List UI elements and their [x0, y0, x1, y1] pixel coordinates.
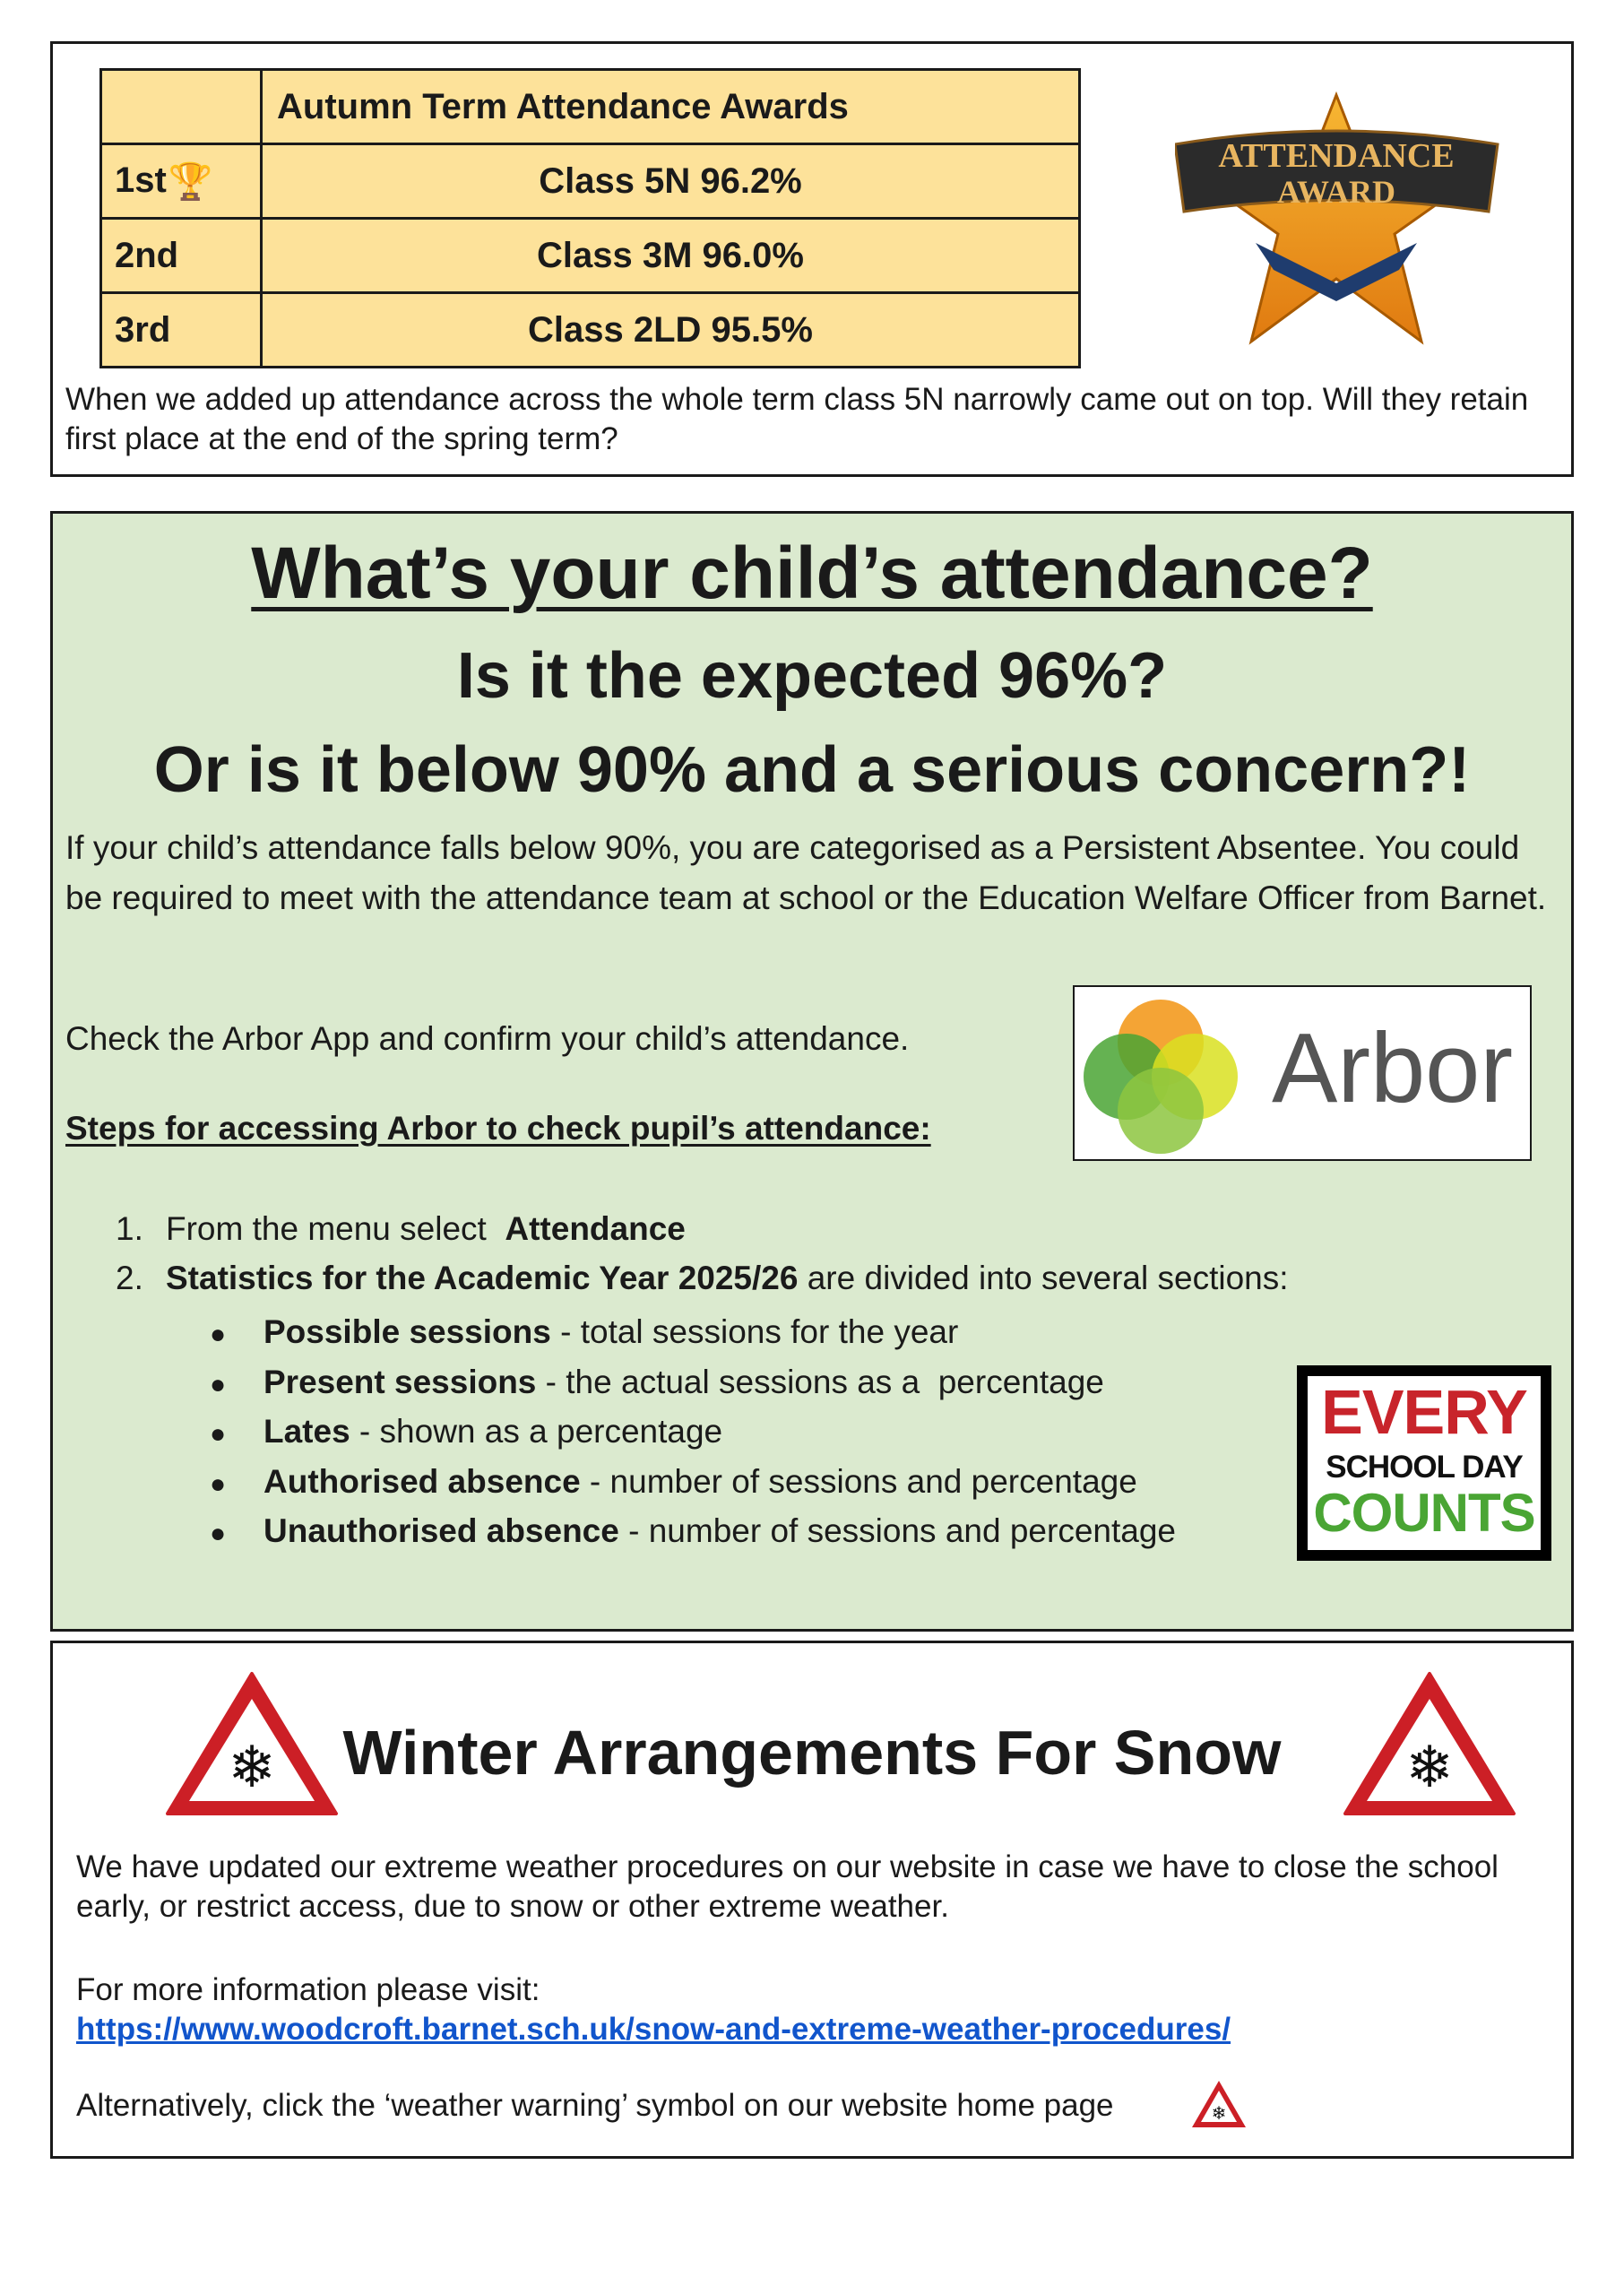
arbor-logo-graphic — [1075, 987, 1530, 1159]
attendance-title-text: What’s your child’s attendance? — [251, 533, 1373, 614]
class-cell: Class 3M 96.0% — [262, 219, 1080, 293]
list-item — [116, 1204, 1289, 1253]
bullet-icon: ● — [210, 1419, 227, 1449]
steps-list — [116, 1204, 1289, 1303]
attendance-award-badge-image — [1175, 91, 1560, 386]
arbor-logo-text: Arbor — [1272, 1013, 1513, 1123]
step-number: 1. — [116, 1210, 143, 1247]
every-logo-line2: SCHOOL DAY — [1326, 1450, 1523, 1485]
class-cell: Class 2LD 95.5% — [262, 293, 1080, 368]
snowflake-glyph: ❄ — [1405, 1735, 1454, 1801]
list-item — [210, 1307, 1176, 1357]
statistics-sections-list — [210, 1307, 1176, 1556]
badge-line2: AWARD — [1276, 174, 1396, 210]
step-text: are divided into several sections: — [798, 1260, 1289, 1296]
table-row — [101, 219, 1080, 293]
snowflake-glyph: ❄ — [228, 1735, 276, 1801]
alternative-text: Alternatively, click the ‘weather warning’ symbol on our website home page — [76, 2088, 1114, 2123]
trophy-icon: 🏆 — [168, 161, 213, 202]
step-bold: Attendance — [505, 1210, 686, 1247]
snow-title: Winter Arrangements For Snow — [342, 1718, 1282, 1788]
arbor-logo — [1073, 985, 1532, 1161]
bullet-text: - the actual sessions as a percentage — [536, 1363, 1104, 1400]
snow-procedures-link[interactable]: https://www.woodcroft.barnet.sch.uk/snow-and-extreme-weather-procedures/ — [76, 2012, 1231, 2047]
class-cell: Class 5N 96.2% — [262, 144, 1080, 219]
attendance-awards-section — [50, 41, 1574, 477]
bullet-text: - shown as a percentage — [350, 1413, 723, 1450]
bullet-text: - total sessions for the year — [550, 1313, 959, 1350]
every-logo-line3: COUNTS — [1313, 1483, 1535, 1543]
table-row — [101, 293, 1080, 368]
badge-line1: ATTENDANCE — [1218, 137, 1455, 175]
table-row — [101, 144, 1080, 219]
check-arbor-text: Check the Arbor App and confirm your child’s attendance. — [65, 1020, 910, 1057]
step-number: 2. — [116, 1260, 143, 1296]
bullet-bold: Present sessions — [263, 1363, 537, 1400]
snowflake-glyph: ❄ — [1211, 2102, 1227, 2124]
child-attendance-section — [50, 511, 1574, 1632]
bullet-icon: ● — [210, 1320, 227, 1349]
rank-cell: 2nd — [101, 219, 262, 293]
bullet-icon: ● — [210, 1468, 227, 1499]
every-logo-line1: EVERY — [1321, 1377, 1527, 1447]
weather-warning-icon — [1189, 2078, 1248, 2130]
steps-heading: Steps for accessing Arbor to check pupil’s attendance: — [65, 1110, 931, 1147]
awards-table — [99, 68, 1081, 368]
step-text: From the menu select — [166, 1210, 505, 1247]
awards-table-header-row — [101, 70, 1080, 144]
every-school-day-counts-logo — [1297, 1365, 1551, 1561]
attendance-question-1: Is it the expected 96%? — [456, 640, 1168, 712]
bullet-bold: Possible sessions — [263, 1313, 551, 1350]
more-info-text: For more information please visit: — [76, 1972, 540, 2007]
step-bold: Statistics for the Academic Year 2025/26 — [166, 1260, 799, 1296]
rank-cell: 3rd — [101, 293, 262, 368]
awards-table-corner-cell — [101, 70, 262, 144]
rank-label: 1st — [115, 160, 167, 200]
list-item — [210, 1506, 1176, 1556]
bullet-text: - number of sessions and percentage — [580, 1462, 1137, 1500]
awards-note: When we added up attendance across the whole term class 5N narrowly came out on top. Will they retain first place at the end of the spring term? — [65, 382, 1529, 456]
attendance-question-2: Or is it below 90% and a serious concern?! — [153, 734, 1471, 806]
persistent-absentee-paragraph: If your child’s attendance falls below 90%, you are categorised as a Persistent Absentee. You could be required to meet with the attendance team at school or the Education Welfare Officer from Barnet. — [65, 829, 1547, 916]
bullet-text: - number of sessions and percentage — [618, 1512, 1176, 1549]
rank-cell — [101, 144, 262, 219]
bullet-icon: ● — [210, 1369, 227, 1399]
winter-snow-section — [50, 1641, 1574, 2159]
attendance-title — [53, 532, 1571, 616]
list-item — [116, 1253, 1289, 1303]
every-logo-inner — [1308, 1376, 1541, 1550]
snow-paragraph: We have updated our extreme weather procedures on our website in case we have to close the school early, or restrict access, due to snow or other extreme weather. — [76, 1849, 1499, 1924]
bullet-bold: Lates — [263, 1413, 350, 1450]
bullet-icon: ● — [210, 1519, 227, 1548]
list-item — [210, 1407, 1176, 1457]
bullet-bold: Unauthorised absence — [263, 1512, 619, 1549]
list-item — [210, 1357, 1176, 1407]
awards-table-title: Autumn Term Attendance Awards — [262, 70, 1080, 144]
list-item — [210, 1457, 1176, 1507]
bullet-bold: Authorised absence — [263, 1462, 581, 1500]
snow-warning-icon — [1340, 1668, 1519, 1819]
